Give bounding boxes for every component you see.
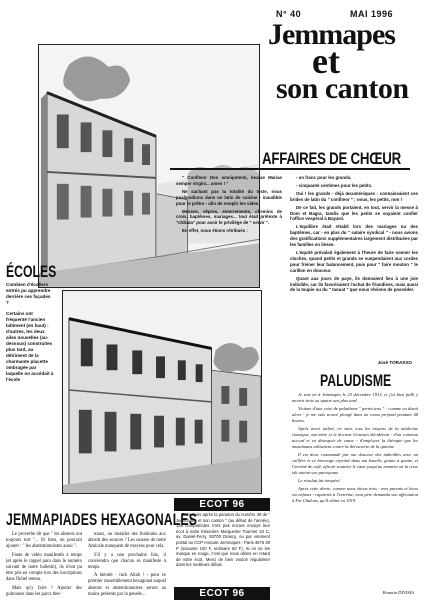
affaires-paragraph: En effet, nous étions rétribués : — [182, 228, 248, 234]
paludisme-author: Romain DIVISIA — [382, 590, 414, 595]
heading-rule — [170, 168, 410, 170]
paludisme-paragraph: Le résultat fut inespéré. — [298, 478, 341, 483]
heading-jemmapiades: JEMMAPIADES HEXAGONALES — [6, 510, 198, 529]
ecoles-caption-paragraph: Certains ont fréquenté l'ancien bâtiment (en haut) : d'autres, les deux ailes nouvelles (au-dessous) construites plus tard, au détriment de la charmante placette ombragée par laquelle on accédait à l'école — [6, 311, 54, 382]
paludisme-paragraph: Il est donc commandé par ma douceur des indicibles avec un cuillère et ce breuvage exprimé dans ma bouche, goutte à goutte, et l'acrimé de café, afin de soutenir le cœur jusqu'au moment où la crise eût atteint son paroxysme. — [292, 452, 418, 475]
affaires-paragraph: L'équilibre était rétabli lors des mariages ou des baptêmes, car - en plus du " salaire syndical " - nous avions des gratifications supplémentaires largement distribuées par les familles en liesse. — [290, 224, 418, 248]
paludisme-paragraph: Après avoir utilisé, en vain, tous les moyens de la médecine classique, ma mère et le docteur Gouvain décidèrent - d'un commun accord et en désespoir de cause - d'employer la thérapie que les musulmans utilisaient contre la découverte de la quinine. — [292, 426, 418, 449]
jemmapiades-paragraph: A bientôt - inch Allah ! - pour ce premier rassemblement hexagonal auquel absents et abstentionnistes seront au moins présents par la pensée... — [88, 573, 166, 597]
affaires-paragraph: De ce fait, les grands portaient, en tout, servir la messe à Dom et Bagra, tandis que les petits se voyaient confier l'office vespéral à Bayard. — [290, 204, 418, 222]
heading-affaires-de-choeur: AFFAIRES DE CHŒUR — [262, 149, 401, 168]
ecoles-caption — [6, 282, 54, 388]
jemmapiades-paragraph: S'il y a une prochaine fois, il conviendra que chacun se manifeste à temps. — [88, 552, 166, 571]
photo-old-school-drawing — [39, 45, 259, 287]
ecot-banner-top: ECOT 96 — [174, 498, 270, 511]
masthead-line-3: son canton — [276, 72, 409, 105]
jemmapiades-column-1 — [6, 532, 82, 600]
affaires-paragraph: L'équité prévalait également à l'heure de faire sonner les cloches, quand petits et grands se suspendaient aux cordes pour freiner leur balancement, puis pour " faire mouton " le carillon en douceur. — [290, 249, 418, 273]
ecoles-caption-paragraph: Combien d'écoliers entrés pu apprendre derrière ces façades ? — [6, 282, 51, 305]
ecot-banner-bottom: ECOT 96 — [174, 587, 270, 600]
paludisme-paragraph: Après cette alerte, comme nous étions trois - mes parents et leurs six enfants - rapatriés à l'extrême, mon père demanda son affectation à Fat Chalons, qu'il obtint en 1919. — [292, 486, 418, 503]
heading-ecoles: ÉCOLES — [6, 262, 57, 281]
affaires-paragraph: Messes, vêpres, enterrements, chemins de croix, baptêmes, mariages... tout était prétexte à "chikaïa" pour avoir le privilège de " servir ". — [176, 208, 282, 226]
jemmapiades-paragraph: maux, ou installer des fondouks aux abords des sources ? Les oaisses de notre Amicale manquent de moyens pour cela. — [88, 532, 166, 550]
affaires-column-2 — [290, 175, 418, 295]
heading-paludisme: PALUDISME — [320, 371, 392, 390]
issue-date: MAI 1996 — [350, 9, 394, 19]
paludisme-paragraph: Victime d'une crise de paludisme " pernicieux " - comme on disait alors - je me suis trouvé plongé dans un coma profond pendant 48 heures. — [292, 406, 418, 423]
affaires-author: José TORASSO — [377, 360, 412, 365]
affaires-paragraph: Oui ! les grands - déjà œcuméniques - connaissaient ces brides de latin du " confiteor " ; nous, les petits, non ! — [290, 190, 418, 202]
photo-new-school — [62, 290, 262, 494]
affaires-paragraph: - cinquante centimes pour les petits. — [296, 182, 373, 188]
ecot-paragraph: Trois mois après la parution du numéro 39 de " Jemmapes et son canton " (au début de l'année), 126 compatriotes n'ont pas encore envoyé leur écot à notre trésorière Marguerite Tournier 34 C, av. Daniel-Ferry, 93700 Drancy, ou par virement postal au CCP Amicale Jemmapes - Paris 4676 29 P (soixante 100 F, ordinaire 60 F). Si on ne les marque en rouge, c'est que nous allons en retard de votre écot. Merci de bien vouloir régulariser dans les meilleurs délais. — [176, 512, 270, 568]
paludisme-paragraph: Je suis né à Jemmapes le 23 décembre 1913, et j'ai bien failli y mourir trois ou quatre ans plus tard. — [292, 392, 418, 403]
jemmapiades-paragraph: Mais qu'y faire ? Ajouter des guitounes dans les parcs ther- — [6, 585, 82, 597]
masthead-line-2: et — [312, 41, 340, 81]
paludisme-text — [292, 392, 418, 506]
issue-number: N° 40 — [276, 9, 302, 19]
masthead-title — [268, 18, 418, 105]
photo-old-school — [38, 44, 260, 288]
jemmapiades-column-2 — [88, 532, 166, 600]
jemmapiades-paragraph: Faute de vidéo manifestés à temps (et après le rappel paru dans le numéro suivant de notre bulletin), ils n'ont pu être pris en compte lors des inscriptions dans l'hôtel retenu. — [6, 552, 82, 583]
affaires-paragraph: " Confiteor Deo omnipotenti, beatae Mariae semper virgini... amen ! " — [176, 175, 282, 186]
affaires-column-1 — [176, 175, 282, 236]
affaires-paragraph: Ne sachant pas la totalité du texte, nous psalmodions dans un latin de cuisine - inaudible pour le prêtre - afin de remplir les vides. — [176, 188, 282, 206]
masthead-line-1: Jemmapes — [268, 18, 395, 51]
photo-new-school-drawing — [63, 291, 261, 493]
affaires-paragraph: Quant aux jours de paye, ils donnaient lieu à une joie indicible, car ils favorisaient l'achat de friandises, mais aussi de la toupie ou du " taouat " que nous rêvions de posséder. — [290, 275, 418, 293]
affaires-paragraph: - un franc pour les grands, — [296, 175, 352, 180]
jemmapiades-paragraph: Le proverbe dit que " les absents ont toujours tort "... Et bien, on pourrait ajouter : " les abstentionnistes aussi ". — [6, 532, 82, 550]
